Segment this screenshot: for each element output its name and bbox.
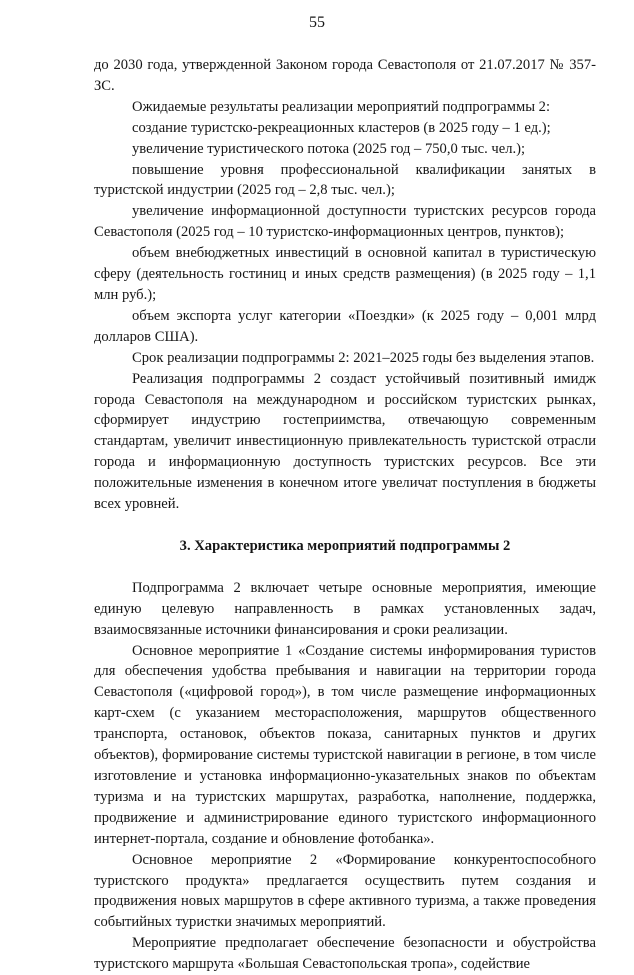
page-body [94, 55, 596, 975]
paragraph-result-qualification: повышение уровня профессиональной квалификации занятых в туристской индустрии (2025 год – 2,8 тыс. чел.); [94, 161, 596, 199]
paragraph-result-clusters: создание туристско-рекреационных кластеров (в 2025 году – 1 ед.); [132, 119, 551, 136]
paragraph-main-measure-1: Основное мероприятие 1 «Создание системы информирования туристов для обеспечения удобства пребывания и навигации на территории города Севастополя («цифровой город»), в том числе размещение информационных карт-схем (с указанием месторасположения, маршрутов общественного транспорта, остановок, объектов показа, санитарных пунктов и других объектов), формирование системы туристской навигации в регионе, в том числе изготовление и установка информационно-указательных знаков по объектам туризма и на туристских маршрутах, разработка, наполнение, поддержка, продвижение и администрирование единого туристского информационного интернет-портала, создание и обновление фотобанка». [94, 642, 596, 847]
paragraph-result-export: объем экспорта услуг категории «Поездки» (к 2025 году – 0,001 млрд долларов США). [94, 307, 596, 345]
paragraph-subprogram-overview: Подпрограмма 2 включает четыре основные мероприятия, имеющие единую целевую направленность в рамках установленных задач, взаимосвязанные источники финансирования и сроки реализации. [94, 579, 596, 638]
paragraph-measure-details: Мероприятие предполагает обеспечение безопасности и обустройства туристского маршрута «Большая Севастопольская тропа», содействие [94, 935, 596, 973]
section-heading: 3. Характеристика мероприятий подпрограммы 2 [179, 537, 511, 554]
paragraph-implementation-period: Срок реализации подпрограммы 2: 2021–2025 годы без выделения этапов. [132, 349, 595, 366]
paragraph-result-tourist-flow: увеличение туристического потока (2025 год – 750,0 тыс. чел.); [132, 140, 526, 157]
paragraph-expected-results-intro: Ожидаемые результаты реализации мероприятий подпрограммы 2: [132, 98, 551, 115]
paragraph-main-measure-2: Основное мероприятие 2 «Формирование конкурентоспособного туристского продукта» предлагается осуществить путем создания и продвижения новых маршрутов в сфере активного туризма, а также проведения событийных туристки значимых мероприятий. [94, 851, 596, 931]
paragraph-implementation-effect: Реализация подпрограммы 2 создаст устойчивый позитивный имидж города Севастополя на международном и российском туристских рынках, сформирует индустрию гостеприимства, отвечающую современным стандартам, увеличит инвестиционную привлекательность туристской отрасли города и информационную доступность туристских ресурсов. Все эти положительные изменения в конечном итоге увеличат поступления в бюджеты всех уровней. [94, 370, 596, 513]
paragraph-law-reference: до 2030 года, утвержденной Законом города Севастополя от 21.07.2017 № 357-ЗС. [94, 57, 596, 94]
paragraph-result-investments: объем внебюджетных инвестиций в основной капитал в туристическую сферу (деятельность гостиниц и иных средств размещения) (в 2025 году – 1,1 млн руб.); [94, 245, 596, 303]
paragraph-result-info-availability: увеличение информационной доступности туристских ресурсов города Севастополя (2025 год – 10 туристско-информационных центров, пунктов); [94, 203, 596, 241]
page-number: 55 [309, 14, 325, 31]
